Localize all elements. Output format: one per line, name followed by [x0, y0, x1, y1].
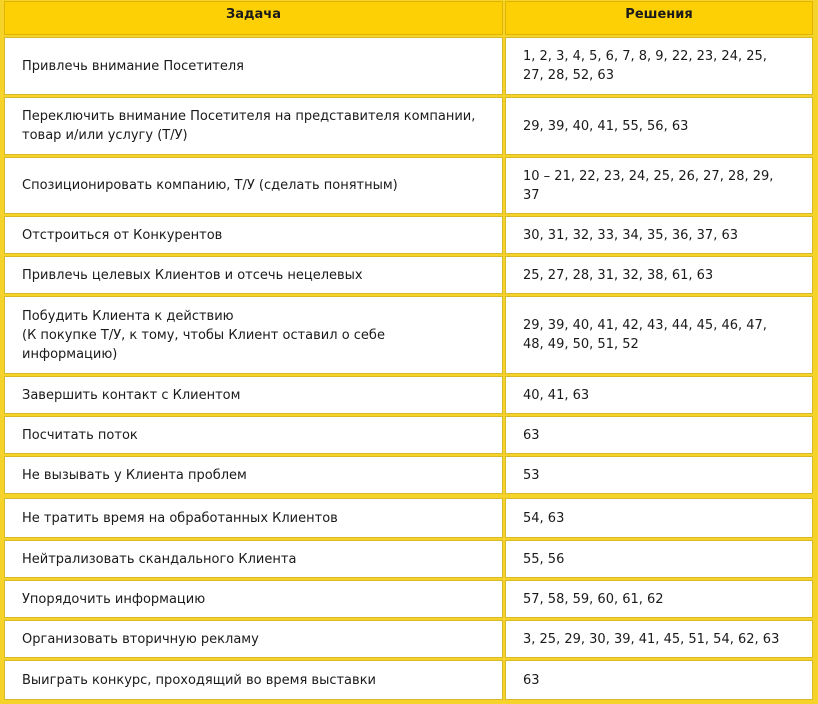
table-row-task: Организовать вторичную рекламу [4, 620, 503, 658]
table-row-task: Выиграть конкурс, проходящий во время выставки [4, 660, 503, 700]
table-row-solutions: 63 [505, 416, 813, 454]
table-row-task: Привлечь внимание Посетителя [4, 37, 503, 95]
table-row-task: Не тратить время на обработанных Клиентов [4, 498, 503, 538]
table-row-solutions: 3, 25, 29, 30, 39, 41, 45, 51, 54, 62, 63 [505, 620, 813, 658]
table-row-task: Нейтрализовать скандального Клиента [4, 540, 503, 578]
table-row-task: Упорядочить информацию [4, 580, 503, 618]
table-row-solutions: 53 [505, 456, 813, 494]
table-row-solutions: 29, 39, 40, 41, 55, 56, 63 [505, 97, 813, 155]
table-row-solutions: 63 [505, 660, 813, 700]
table-row-task: Побудить Клиента к действию (К покупке Т/У, к тому, чтобы Клиент оставил о себе информацию) [4, 296, 503, 374]
table-row-solutions: 25, 27, 28, 31, 32, 38, 61, 63 [505, 256, 813, 294]
table-row-task: Посчитать поток [4, 416, 503, 454]
table-row-task: Спозиционировать компанию, Т/У (сделать понятным) [4, 157, 503, 214]
table-row-solutions: 1, 2, 3, 4, 5, 6, 7, 8, 9, 22, 23, 24, 25, 27, 28, 52, 63 [505, 37, 813, 95]
table-row-solutions: 57, 58, 59, 60, 61, 62 [505, 580, 813, 618]
header-solutions: Решения [505, 1, 813, 35]
table-row-solutions: 30, 31, 32, 33, 34, 35, 36, 37, 63 [505, 216, 813, 254]
table-row-task: Не вызывать у Клиента проблем [4, 456, 503, 494]
table-row-solutions: 29, 39, 40, 41, 42, 43, 44, 45, 46, 47, 48, 49, 50, 51, 52 [505, 296, 813, 374]
header-task: Задача [4, 1, 503, 35]
table-row-solutions: 54, 63 [505, 498, 813, 538]
table-row-task: Переключить внимание Посетителя на представителя компании, товар и/или услугу (Т/У) [4, 97, 503, 155]
table-row-task: Завершить контакт с Клиентом [4, 376, 503, 414]
table-row-solutions: 10 – 21, 22, 23, 24, 25, 26, 27, 28, 29, 37 [505, 157, 813, 214]
table-row-solutions: 40, 41, 63 [505, 376, 813, 414]
table-row-solutions: 55, 56 [505, 540, 813, 578]
table-row-task: Привлечь целевых Клиентов и отсечь нецелевых [4, 256, 503, 294]
table-row-task: Отстроиться от Конкурентов [4, 216, 503, 254]
